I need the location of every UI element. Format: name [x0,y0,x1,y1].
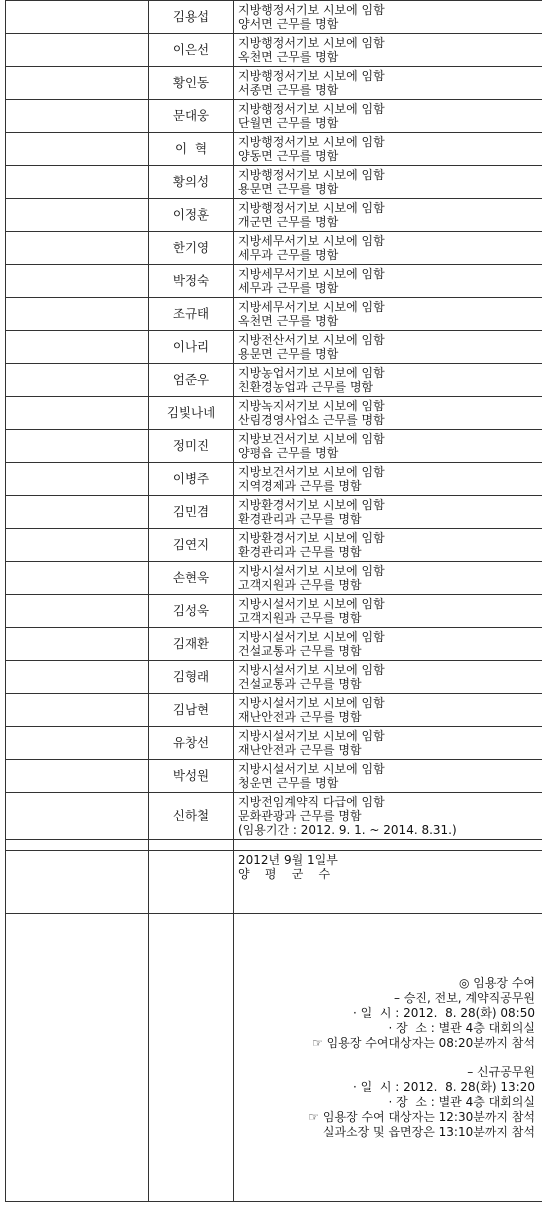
table-row [6,727,542,760]
appointment-table [5,0,542,1202]
appointment-text [234,661,542,694]
person-name: 유창선 [149,727,234,760]
person-name: 이나리 [149,331,234,364]
appointment-line: 지방보건서기보 시보에 임함 [238,465,385,479]
issuer: 양 평 군 수 [238,867,331,881]
assignment-line: 옥천면 근무를 명함 [238,50,339,64]
blank-cell [6,694,149,727]
appointment-line: 지방보건서기보 시보에 임함 [238,432,385,446]
appointment-line: 지방전임계약직 다급에 임함 [238,795,385,809]
appointment-text [234,199,542,232]
appointment-line: 지방세무서기보 시보에 임함 [238,267,385,281]
person-name: 박정숙 [149,265,234,298]
assignment-line: 환경관리과 근무를 명함 [238,545,362,559]
table-row [6,265,542,298]
assignment-line: 고객지원과 근무를 명함 [238,611,362,625]
person-name: 김남현 [149,694,234,727]
table-row [6,100,542,133]
appointment-line: 지방시설서기보 시보에 임함 [238,696,385,710]
person-name: 김용섭 [149,1,234,34]
appointment-text [234,1,542,34]
blank-cell [6,331,149,364]
assignment-line: 세무과 근무를 명함 [238,248,339,262]
table-row [6,34,542,67]
person-name: 문대웅 [149,100,234,133]
appointment-line: 지방행정서기보 시보에 임함 [238,135,385,149]
appointment-text [234,397,542,430]
appointment-line: 지방환경서기보 시보에 임함 [238,531,385,545]
assignment-line: 환경관리과 근무를 명함 [238,512,362,526]
spacer-row [6,840,542,851]
appointment-text [234,67,542,100]
blank-cell [6,628,149,661]
table-row [6,1,542,34]
notice-row [6,914,542,1202]
table-row [6,133,542,166]
person-name: 이은선 [149,34,234,67]
appointment-text [234,463,542,496]
group2-note-2: 실과소장 및 읍면장은 13:10분까지 참석 [322,1124,535,1139]
appointment-text [234,331,542,364]
blank-cell [6,100,149,133]
person-name: 김형래 [149,661,234,694]
appointment-line: 지방전산서기보 시보에 임함 [238,333,385,347]
table-row [6,694,542,727]
group2-place: · 장 소 : 별관 4층 대회의실 [388,1094,535,1109]
appointment-line: 지방행정서기보 시보에 임함 [238,201,385,215]
appointment-line: 지방시설서기보 시보에 임함 [238,630,385,644]
group1-note: ☞ 임용장 수여대상자는 08:20분까지 참석 [312,1035,535,1050]
blank-cell [6,67,149,100]
person-name: 정미진 [149,430,234,463]
assignment-line: 산림경영사업소 근무를 명함 [238,413,385,427]
blank-cell [6,595,149,628]
appointment-text [234,232,542,265]
blank-cell [6,166,149,199]
assignment-line: 세무과 근무를 명함 [238,281,339,295]
appointment-text [234,100,542,133]
appointment-text [234,727,542,760]
blank-cell [6,298,149,331]
appointment-text [234,628,542,661]
appointment-line: 지방세무서기보 시보에 임함 [238,234,385,248]
assignment-line: 서종면 근무를 명함 [238,83,339,97]
assignment-line: 문화관광과 근무를 명함 [238,809,362,823]
appointment-text [234,793,542,840]
person-name: 이정훈 [149,199,234,232]
person-name: 황인동 [149,67,234,100]
blank-cell [6,430,149,463]
appointment-line: 지방행정서기보 시보에 임함 [238,3,385,17]
appointment-text [234,133,542,166]
blank-cell [6,133,149,166]
person-name: 손현욱 [149,562,234,595]
appointment-text [234,430,542,463]
blank-cell [6,463,149,496]
blank-cell [6,496,149,529]
notice-title: ◎ 임용장 수여 [458,975,535,990]
table-row [6,793,542,840]
table-row [6,430,542,463]
appointment-text [234,694,542,727]
group1-title: – 승진, 전보, 계약직공무원 [394,990,535,1005]
assignment-line: 양서면 근무를 명함 [238,17,339,31]
person-name: 엄준우 [149,364,234,397]
term-line: (임용기간 : 2012. 9. 1. ~ 2014. 8.31.) [238,823,457,837]
appointment-line: 지방시설서기보 시보에 임함 [238,729,385,743]
table-row [6,628,542,661]
appointment-line: 지방행정서기보 시보에 임함 [238,168,385,182]
blank-cell [6,793,149,840]
person-name: 황의성 [149,166,234,199]
group1-place: · 장 소 : 별관 4층 대회의실 [388,1020,535,1035]
table-row [6,232,542,265]
assignment-line: 친환경농업과 근무를 명함 [238,380,374,394]
assignment-line: 옥천면 근무를 명함 [238,314,339,328]
appointment-line: 지방세무서기보 시보에 임함 [238,300,385,314]
assignment-line: 양평읍 근무를 명함 [238,446,339,460]
ceremony-notice [234,914,542,1202]
appointment-line: 지방시설서기보 시보에 임함 [238,762,385,776]
person-name: 신하철 [149,793,234,840]
blank-cell [6,397,149,430]
signature-row [6,851,542,914]
table-row [6,364,542,397]
appointment-line: 지방행정서기보 시보에 임함 [238,102,385,116]
assignment-line: 건설교통과 근무를 명함 [238,644,362,658]
blank-cell [6,232,149,265]
table-row [6,166,542,199]
assignment-line: 고객지원과 근무를 명함 [238,578,362,592]
appointment-text [234,562,542,595]
appointment-line: 지방농업서기보 시보에 임함 [238,366,385,380]
table-row [6,496,542,529]
assignment-line: 건설교통과 근무를 명함 [238,677,362,691]
blank-cell [6,199,149,232]
assignment-line: 재난안전과 근무를 명함 [238,710,362,724]
table-row [6,463,542,496]
appointment-text [234,529,542,562]
assignment-line: 재난안전과 근무를 명함 [238,743,362,757]
appointment-line: 지방행정서기보 시보에 임함 [238,69,385,83]
group2-note: ☞ 임용장 수여 대상자는 12:30분까지 참석 [308,1109,535,1124]
blank-cell [6,1,149,34]
person-name: 김연지 [149,529,234,562]
table-row [6,331,542,364]
group2-title: – 신규공무원 [467,1064,535,1079]
assignment-line: 단월면 근무를 명함 [238,116,339,130]
assignment-line: 지역경제과 근무를 명함 [238,479,362,493]
table-row [6,661,542,694]
blank-cell [6,760,149,793]
person-name: 김성욱 [149,595,234,628]
appointment-line: 지방시설서기보 시보에 임함 [238,564,385,578]
assignment-line: 용문면 근무를 명함 [238,182,339,196]
assignment-line: 양동면 근무를 명함 [238,149,339,163]
appointment-text [234,364,542,397]
signature-block [234,851,542,914]
group1-time: · 일 시 : 2012. 8. 28(화) 08:50 [353,1005,535,1020]
issue-date: 2012년 9월 1일부 [238,853,338,867]
appointment-text [234,298,542,331]
appointment-line: 지방시설서기보 시보에 임함 [238,597,385,611]
group2-time: · 일 시 : 2012. 8. 28(화) 13:20 [353,1079,535,1094]
blank-cell [6,364,149,397]
table-row [6,562,542,595]
blank-cell [6,265,149,298]
blank-cell [6,661,149,694]
person-name: 김재환 [149,628,234,661]
person-name: 박성원 [149,760,234,793]
blank-cell [6,34,149,67]
blank-cell [6,727,149,760]
assignment-line: 청운면 근무를 명함 [238,776,339,790]
table-row [6,199,542,232]
table-row [6,397,542,430]
appointment-line: 지방시설서기보 시보에 임함 [238,663,385,677]
person-name: 조규태 [149,298,234,331]
table-row [6,67,542,100]
person-name: 이병주 [149,463,234,496]
appointment-text [234,496,542,529]
blank-cell [6,529,149,562]
blank-cell [6,562,149,595]
person-name: 김민겸 [149,496,234,529]
table-row [6,760,542,793]
appointment-text [234,34,542,67]
table-row [6,529,542,562]
appointment-text [234,166,542,199]
assignment-line: 개군면 근무를 명함 [238,215,339,229]
appointment-line: 지방행정서기보 시보에 임함 [238,36,385,50]
person-name: 이 혁 [149,133,234,166]
appointment-text [234,595,542,628]
person-name: 김빛나네 [149,397,234,430]
appointment-text [234,265,542,298]
person-name: 한기영 [149,232,234,265]
appointment-line: 지방환경서기보 시보에 임함 [238,498,385,512]
table-row [6,595,542,628]
assignment-line: 용문면 근무를 명함 [238,347,339,361]
appointment-line: 지방녹지서기보 시보에 임함 [238,399,385,413]
table-row [6,298,542,331]
appointment-text [234,760,542,793]
